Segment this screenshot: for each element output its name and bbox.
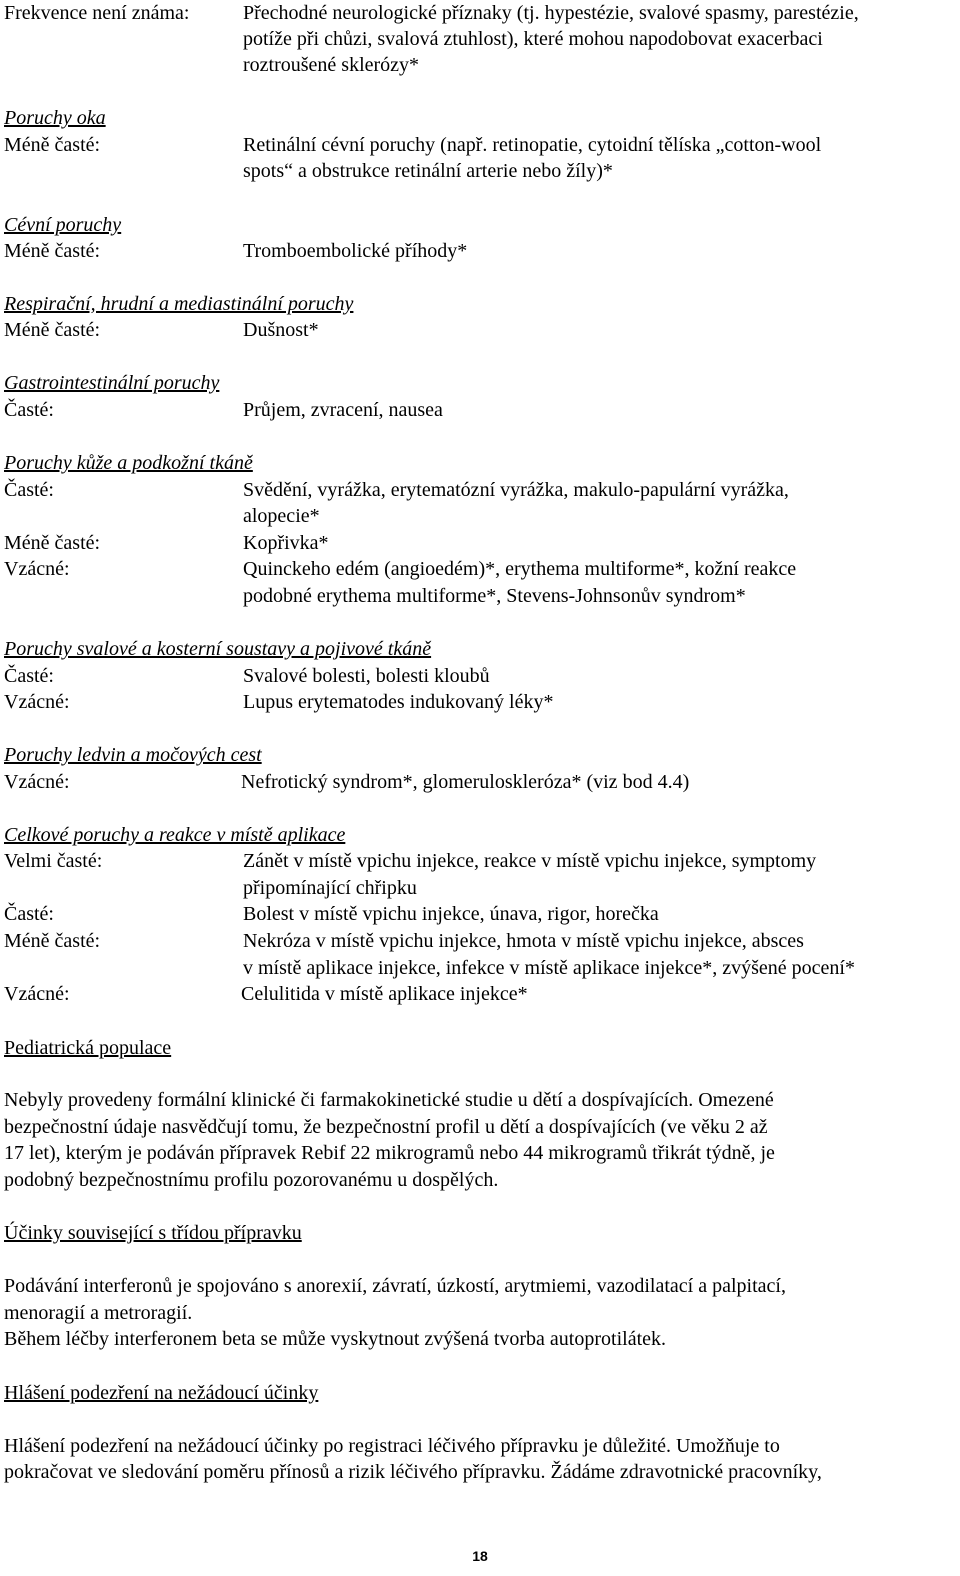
paragraph-line: Nebyly provedeny formální klinické či farmakokinetické studie u dětí a dospívajících. Omezené xyxy=(4,1089,774,1111)
section-heading: Respirační, hrudní a mediastinální poruchy xyxy=(4,293,354,315)
freq-label: Vzácné: xyxy=(4,983,70,1005)
text-line: v místě aplikace injekce, infekce v místě aplikace injekce*, zvýšené pocení* xyxy=(243,957,855,979)
text-line: potíže při chůzi, svalová ztuhlost), které mohou napodobovat exacerbaci xyxy=(243,28,823,50)
section-heading: Účinky související s třídou přípravku xyxy=(4,1222,302,1244)
text-line: Bolest v místě vpichu injekce, únava, rigor, horečka xyxy=(243,903,659,925)
section-heading: Poruchy svalové a kosterní soustavy a pojivové tkáně xyxy=(4,638,432,660)
paragraph-line: Během léčby interferonem beta se může vyskytnout zvýšená tvorba autoprotilátek. xyxy=(4,1328,667,1350)
section-heading: Pediatrická populace xyxy=(4,1037,172,1059)
text-line: alopecie* xyxy=(243,505,320,527)
freq-label: Méně časté: xyxy=(4,930,101,952)
text-line: Kopřivka* xyxy=(243,532,329,554)
text-line: Přechodné neurologické příznaky (tj. hypestézie, svalové spasmy, parestézie, xyxy=(243,2,859,24)
text-line: roztroušené sklerózy* xyxy=(243,54,420,76)
freq-label: Velmi časté: xyxy=(4,850,103,872)
page-number: 18 xyxy=(472,1548,488,1564)
paragraph-line: 17 let), kterým je podáván přípravek Rebif 22 mikrogramů nebo 44 mikrogramů třikrát týdně, je xyxy=(4,1142,775,1164)
freq-label: Vzácné: xyxy=(4,558,70,580)
freq-label: Méně časté: xyxy=(4,532,101,554)
text-line: spots“ a obstrukce retinální arterie nebo žíly)* xyxy=(243,160,613,182)
text-line: Průjem, zvracení, nausea xyxy=(243,399,443,421)
freq-label: Méně časté: xyxy=(4,240,101,262)
freq-label: Méně časté: xyxy=(4,134,101,156)
freq-label: Časté: xyxy=(4,665,54,687)
section-heading: Poruchy ledvin a močových cest xyxy=(4,744,262,766)
section-heading: Celkové poruchy a reakce v místě aplikace xyxy=(4,824,346,846)
freq-label: Frekvence není známa: xyxy=(4,2,190,24)
text-line: připomínající chřipku xyxy=(243,877,417,899)
text-line: Lupus erytematodes indukovaný léky* xyxy=(243,691,554,713)
freq-label: Časté: xyxy=(4,903,54,925)
text-line: Nefrotický syndrom*, glomeruloskleróza* (viz bod 4.4) xyxy=(241,771,690,793)
text-line: podobné erythema multiforme*, Stevens-Johnsonův syndrom* xyxy=(243,585,746,607)
paragraph-line: podobný bezpečnostnímu profilu pozorovanému u dospělých. xyxy=(4,1169,499,1191)
section-heading: Poruchy kůže a podkožní tkáně xyxy=(4,452,253,474)
text-line: Tromboembolické příhody* xyxy=(243,240,468,262)
freq-label: Vzácné: xyxy=(4,771,70,793)
section-heading: Gastrointestinální poruchy xyxy=(4,372,220,394)
freq-label: Vzácné: xyxy=(4,691,70,713)
paragraph-line: Hlášení podezření na nežádoucí účinky po registraci léčivého přípravku je důležité. Umožňuje to xyxy=(4,1435,780,1457)
text-line: Svědění, vyrážka, erytematózní vyrážka, makulo-papulární vyrážka, xyxy=(243,479,789,501)
text-line: Dušnost* xyxy=(243,319,319,341)
text-line: Zánět v místě vpichu injekce, reakce v místě vpichu injekce, symptomy xyxy=(243,850,817,872)
section-heading: Hlášení podezření na nežádoucí účinky xyxy=(4,1382,319,1404)
freq-label: Časté: xyxy=(4,479,54,501)
freq-label: Méně časté: xyxy=(4,319,101,341)
text-line: Svalové bolesti, bolesti kloubů xyxy=(243,665,490,687)
text-line: Quinckeho edém (angioedém)*, erythema multiforme*, kožní reakce xyxy=(243,558,797,580)
paragraph-line: Podávání interferonů je spojováno s anorexií, závratí, úzkostí, arytmiemi, vazodilatací a palpitací, xyxy=(4,1275,786,1297)
section-heading: Poruchy oka xyxy=(4,107,106,129)
paragraph-line: menoragií a metroragií. xyxy=(4,1302,193,1324)
text-line: Nekróza v místě vpichu injekce, hmota v místě vpichu injekce, absces xyxy=(243,930,804,952)
paragraph-line: pokračovat ve sledování poměru přínosů a rizik léčivého přípravku. Žádáme zdravotnické pracovníky, xyxy=(4,1461,822,1483)
section-heading: Cévní poruchy xyxy=(4,214,122,236)
freq-label: Časté: xyxy=(4,399,54,421)
text-line: Celulitida v místě aplikace injekce* xyxy=(241,983,528,1005)
paragraph-line: bezpečnostní údaje nasvědčují tomu, že bezpečnostní profil u dětí a dospívajících (ve věku 2 až xyxy=(4,1116,768,1138)
text-line: Retinální cévní poruchy (např. retinopatie, cytoidní tělíska „cotton-wool xyxy=(243,134,822,156)
